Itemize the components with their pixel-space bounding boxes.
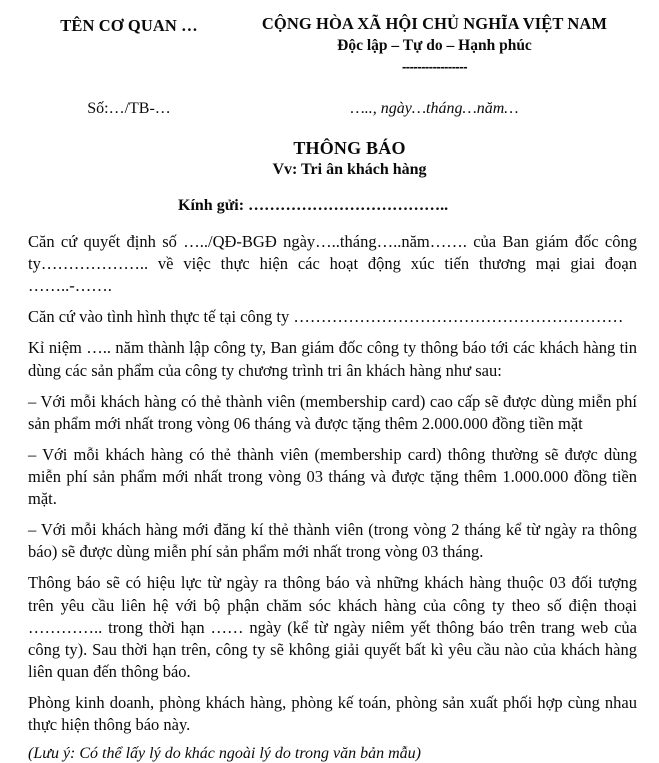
document-number: Số:…/TB-…: [87, 100, 171, 117]
body-paragraph: – Với mỗi khách hàng mới đăng kí thẻ thành viên (trong vòng 2 tháng kể từ ngày ra thông báo) sẽ được dùng miễn phí sản phẩm mới nhất trong vòng 03 tháng.: [28, 520, 637, 562]
organization-name: TÊN CƠ QUAN …: [60, 16, 198, 35]
document-note: (Lưu ý: Có thể lấy lý do khác ngoài lý do trong văn bản mẫu): [28, 745, 421, 763]
body-paragraph: Kỉ niệm ….. năm thành lập công ty, Ban giám đốc công ty thông báo tới các khách hàng tin dùng các sản phẩm của công ty chương trình tri ân khách hàng như sau:: [28, 338, 637, 380]
title-block: [0, 138, 659, 179]
recipient-line: Kính gửi: ………………………………..: [178, 197, 449, 214]
motto-underline-rule: -----------------: [401, 59, 468, 74]
document-header: [0, 0, 659, 74]
body-paragraph: Phòng kinh doanh, phòng khách hàng, phòng kế toán, phòng sản xuất phối hợp cùng nhau thực hiện thông báo này.: [28, 692, 637, 735]
body-paragraph: – Với mỗi khách hàng có thẻ thành viên (membership card) cao cấp sẽ được dùng miễn phí sản phẩm mới nhất trong vòng 06 tháng và được tặng thêm 2.000.000 đồng tiền mặt: [28, 391, 637, 433]
header-right-column: [234, 14, 635, 74]
national-motto: Độc lập – Tự do – Hạnh phúc: [337, 37, 532, 54]
header-left-column: [24, 14, 234, 36]
body-paragraph: Căn cứ vào tình hình thực tế tại công ty ……………………………………………………: [28, 307, 624, 327]
document-body: [0, 231, 659, 763]
body-paragraph: – Với mỗi khách hàng có thẻ thành viên (membership card) thông thường sẽ được dùng miễn phí sản phẩm mới nhất trong vòng 03 tháng và được tặng thêm 1.000.000 đồng tiền mặt.: [28, 444, 637, 509]
national-title: CỘNG HÒA XÃ HỘI CHỦ NGHĨA VIỆT NAM: [261, 14, 608, 33]
document-date: ….., ngày…tháng…năm…: [350, 100, 519, 117]
body-paragraph: Thông báo sẽ có hiệu lực từ ngày ra thông báo và những khách hàng thuộc 03 đối tượng trên yêu cầu liên hệ với bộ phận chăm sóc khách hàng của công ty theo số điện thoại ………….. trong thời hạn …… ngày (kể từ ngày niêm yết thông báo trên trang web của công ty). Sau thời hạn trên, công ty sẽ không giải quyết bất kì yêu cầu nào của khách hàng liên quan đến thông báo.: [28, 573, 637, 681]
number-and-date-row: [0, 100, 659, 118]
body-paragraph: Căn cứ quyết định số …../QĐ-BGĐ ngày…..tháng…..năm……. của Ban giám đốc công ty……………….. về việc thực hiện các hoạt động xúc tiến thương mại giai đoạn ……..-…….: [28, 232, 637, 296]
document-subject: Vv: Tri ân khách hàng: [272, 161, 427, 178]
document-title: THÔNG BÁO: [293, 138, 406, 158]
